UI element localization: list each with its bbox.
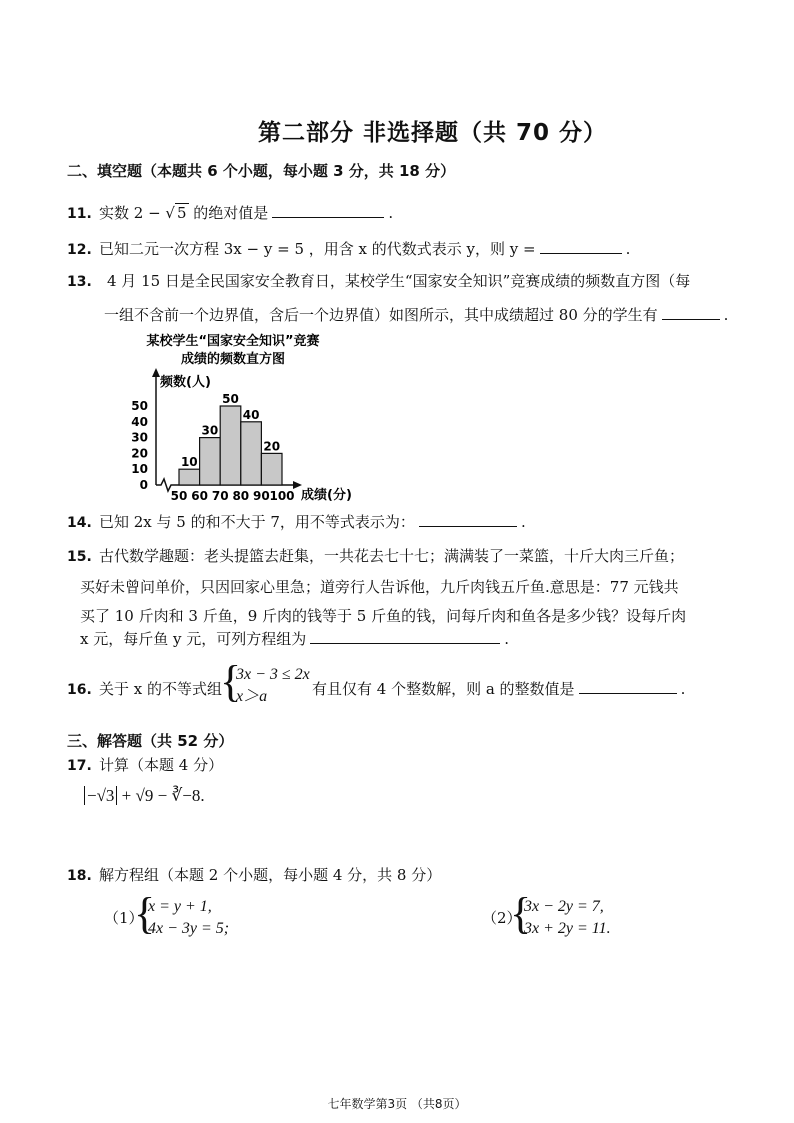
equation-2: 4x − 3y = 5; (148, 920, 230, 937)
answer-blank[interactable] (579, 679, 677, 694)
inequality-1: 3x − 3 ≤ 2x (236, 666, 310, 683)
question-17 (67, 754, 223, 775)
chart-title: 某校学生“国家安全知识”竞赛 (146, 334, 320, 349)
question-number: 11. (67, 206, 92, 222)
x-tick-label: 60 (191, 489, 208, 503)
question-text: 已知 2x 与 5 的和不大于 7，用不等式表示为： (99, 513, 415, 531)
question-13-line2 (104, 304, 728, 325)
inequality-2: x＞a (236, 688, 268, 705)
histogram-bar (261, 453, 282, 485)
section-heading-fill-in: 二、填空题（本题共 6 个小题，每小题 3 分，共 18 分） (67, 162, 456, 180)
question-number: 15. (67, 549, 92, 565)
inequality-system (236, 664, 310, 708)
histogram-bar (200, 438, 221, 485)
y-axis-arrow (152, 368, 160, 377)
x-tick-label: 80 (232, 489, 250, 503)
period: . (388, 204, 394, 222)
absolute-value: −√3 (84, 786, 117, 805)
page-title: 第二部分 非选择题（共 70 分） (258, 120, 608, 146)
answer-blank[interactable] (419, 512, 517, 527)
question-text-line3: 买了 10 斤肉和 3 斤鱼，9 斤肉的钱等于 5 斤鱼的钱，问每斤肉和鱼各是多少钱？设每斤肉 (80, 607, 687, 625)
answer-blank[interactable] (662, 305, 720, 320)
sqrt-symbol: √ (165, 204, 175, 222)
question-number: 13. (67, 274, 92, 290)
radicand: 5 (176, 204, 187, 222)
question-number: 18. (67, 868, 92, 884)
equation-1: x = y + 1, (148, 898, 212, 915)
period: . (625, 240, 631, 258)
period: . (723, 306, 729, 324)
x-tick-label: 90 (253, 489, 270, 503)
answer-blank[interactable] (272, 203, 384, 218)
question-number: 12. (67, 242, 92, 258)
question-text-line1: 古代数学趣题：老头提篮去赶集，一共花去七十七；满满装了一菜篮，十斤大肉三斤鱼； (99, 547, 685, 565)
histogram-bar (220, 406, 241, 485)
question-text-tail: 有且仅有 4 个整数解，则 a 的整数值是 (312, 680, 575, 698)
y-axis-label: 频数(人) (160, 375, 211, 390)
question-14 (67, 511, 526, 532)
question-text-line2: 一组不含前一个边界值，含后一个边界值）如图所示，其中成绩超过 80 分的学生有 (104, 306, 658, 324)
question-15 (67, 545, 684, 566)
bar-value-label: 20 (263, 439, 281, 454)
bar-value-label: 10 (180, 455, 198, 470)
x-tick-label: 100 (269, 489, 295, 503)
question-13 (67, 270, 690, 291)
question-16-tail (312, 678, 685, 699)
x-axis-label: 成绩(分) (301, 488, 352, 503)
y-tick-label: 20 (131, 446, 148, 461)
answer-blank[interactable] (540, 239, 622, 254)
question-15-line4 (80, 628, 509, 649)
equation-system-2 (524, 896, 611, 940)
chart-subtitle: 成绩的频数直方图 (180, 352, 286, 367)
question-number: 14. (67, 515, 92, 531)
question-text: 关于 x 的不等式组 (99, 680, 222, 698)
y-tick-label: 10 (131, 462, 148, 477)
x-tick-label: 50 (170, 489, 188, 503)
question-text: 已知二元一次方程 3x − y = 5 ，用含 x 的代数式表示 y，则 y = (99, 240, 536, 258)
histogram-chart (118, 328, 378, 508)
question-number: 17. (67, 758, 92, 774)
question-text: 实数 2 − (99, 204, 166, 222)
answer-blank[interactable] (310, 629, 500, 644)
question-text-line1: 4 月 15 日是全民国家安全教育日，某校学生“国家安全知识”竞赛成绩的频数直方图（每 (107, 272, 691, 290)
y-tick-label: 40 (131, 414, 148, 429)
question-number: 16. (67, 682, 92, 698)
question-text: 计算（本题 4 分） (99, 756, 224, 774)
y-tick-label: 50 (131, 399, 148, 413)
system-brace: { (220, 657, 242, 706)
period: . (680, 680, 686, 698)
equation-system-1 (148, 896, 229, 940)
histogram-bar (179, 469, 200, 485)
question-text-line2: 买好未曾问单价，只因回家心里急；道旁行人告诉他，九斤肉钱五斤鱼.意思是：77 元钱共 (80, 578, 679, 596)
system-brace: { (510, 889, 532, 938)
q17-expression (84, 786, 205, 806)
question-text: 解方程组（本题 2 个小题，每小题 4 分，共 8 分） (99, 866, 442, 884)
x-tick-label: 70 (211, 489, 229, 503)
sub-question-2-label: （2） (482, 909, 522, 927)
question-12 (67, 238, 630, 259)
question-18 (67, 864, 441, 885)
expression-rest: + √9 − ∛−8. (117, 786, 205, 805)
y-tick-label: 0 (139, 478, 148, 492)
histogram-bar (241, 422, 262, 485)
period: . (520, 513, 526, 531)
bar-value-label: 50 (222, 392, 239, 406)
question-text-line4: x 元，每斤鱼 y 元，可列方程组为 (80, 630, 307, 648)
question-11 (67, 202, 393, 223)
sub-question-1-label: （1） (104, 909, 144, 927)
question-16 (67, 678, 222, 699)
question-text-tail: 的绝对值是 (188, 204, 269, 222)
section-heading-answers: 三、解答题（共 52 分） (67, 732, 234, 750)
system-brace: { (134, 889, 156, 938)
page-footer: 七年数学第3页 （共8页） (327, 1097, 467, 1111)
equation-1: 3x − 2y = 7, (524, 898, 604, 915)
bar-value-label: 30 (201, 423, 219, 438)
equation-2: 3x + 2y = 11. (524, 920, 611, 937)
bar-value-label: 40 (242, 407, 260, 422)
period: . (504, 630, 510, 648)
y-tick-label: 30 (131, 430, 148, 445)
